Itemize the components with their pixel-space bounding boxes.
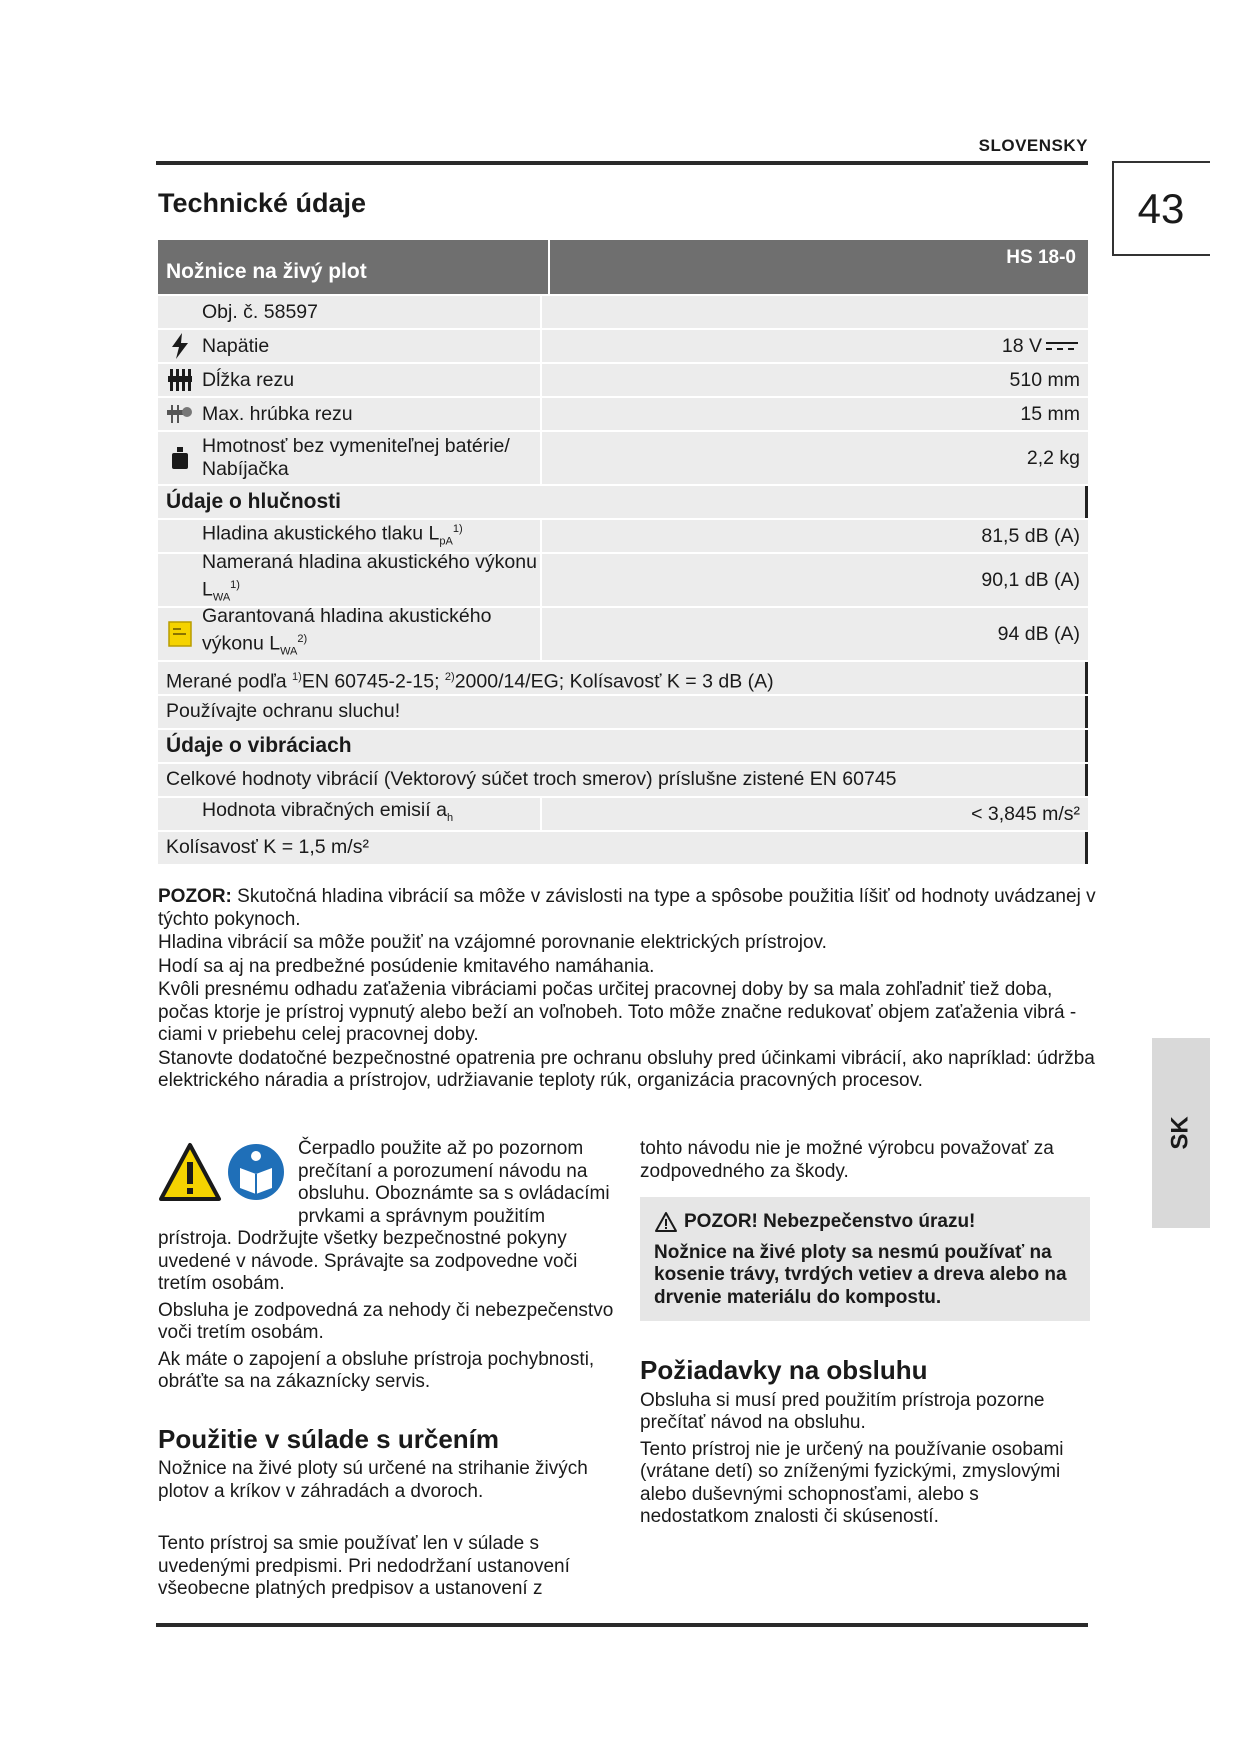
table-row — [158, 430, 1088, 484]
table-row — [158, 328, 1088, 362]
responsibility-paragraph: Obsluha je zodpovedná za nehody či nebezpečenstvo voči tretím osobám. — [158, 1299, 614, 1343]
sound-pressure-label: Hladina akustického tlaku $L_{pA}^{1)}$ — [202, 520, 542, 552]
left-column — [158, 1138, 618, 1605]
guaranteed-power-value: 94 dB (A) — [997, 622, 1080, 645]
weight-value: 2,2 kg — [1026, 446, 1080, 469]
note-paragraph: Stanovte dodatočné bezpečnostné opatrenia pre ochranu obsluhy pred účinkami vibrácií, ako napríklad: údržba elektrického náradia a prístrojov, udržiavanie teploty rúk, organizácia pracovných procesov. — [158, 1047, 1095, 1091]
language-tab-label: SK — [1167, 1116, 1194, 1150]
table-row — [158, 396, 1088, 430]
vibration-emission-label: Hodnota vibračných emisií $a_h$ — [202, 798, 542, 830]
restrictions-paragraph: Tento prístroj nie je určený na používanie osobami (vrátane detí) so zníženými fyzickými, zmyslovými alebo duševnými schopnosťami, alebo s nedostatkom znalosti či skúseností. — [640, 1438, 1064, 1527]
section-title: Technické údaje — [158, 188, 367, 218]
cutting-length-label: Dĺžka rezu — [202, 364, 542, 396]
model-label: HS 18-0 — [1006, 247, 1076, 268]
cutting-thickness-icon — [158, 398, 202, 430]
spec-table — [158, 240, 1088, 864]
vibration-uncertainty: Kolísavosť K = 1,5 m/s² — [158, 830, 1088, 864]
noise-heading: Údaje o hlučnosti — [158, 484, 1088, 518]
voltage-value: 18 V — [542, 330, 1088, 362]
measured-power-label: Nameraná hladina akustického výkonu $L_{WA}^{1)}$ — [202, 554, 542, 606]
measured-power-value: 90,1 dB (A) — [981, 568, 1080, 591]
requirements-paragraph: Obsluha si musí pred použitím prístroja pozorne prečítať návod na obsluhu. — [640, 1389, 1045, 1433]
cutting-thickness-value: 15 mm — [1020, 402, 1080, 425]
warning-triangle-icon — [654, 1211, 678, 1233]
hearing-protection-note: Používajte ochranu sluchu! — [158, 694, 1088, 728]
cutting-thickness-label: Max. hrúbka rezu — [202, 398, 542, 430]
table-row — [158, 552, 1088, 606]
caution-text: Skutočná hladina vibrácií sa môže v závislosti na type a spôsobe použitia líšiť od hodnoty uvádzanej v týchto pokynoch. — [158, 886, 1096, 930]
vibration-notes — [158, 886, 1096, 1094]
danger-box — [640, 1197, 1090, 1321]
intended-use-paragraph: Nožnice na živé ploty sú určené na strihanie živých plotov a kríkov v záhradách a dvoroch. — [158, 1458, 588, 1502]
note-paragraph: Hodí sa aj na predbežné posúdenie kmitavého namáhania. — [158, 955, 655, 977]
page-number: 43 — [1137, 185, 1185, 232]
order-number-value — [542, 296, 1088, 328]
cutting-length-icon — [158, 364, 202, 396]
service-paragraph: Ak máte o zapojení a obsluhe prístroja pochybnosti, obráťte sa na zákaznícky servis. — [158, 1348, 595, 1392]
read-manual-icon — [226, 1142, 286, 1202]
note-paragraph: Hladina vibrácií sa môže použiť na vzájomné porovnanie elektrických prístrojov. — [158, 932, 827, 953]
lightning-icon — [158, 330, 202, 362]
noise-label-icon — [158, 608, 202, 660]
table-row — [158, 362, 1088, 396]
regulations-paragraph: Tento prístroj sa smie používať len v súlade s uvedenými predpismi. Pri nedodržaní ustanovení všeobecne platných predpisov a ustanovení z — [158, 1533, 570, 1599]
operator-requirements-heading: Požiadavky na obsluhu — [640, 1355, 928, 1385]
right-column — [640, 1138, 1090, 1533]
weight-label: Hmotnosť bez vymeniteľnej batérie/ Nabíjačka — [202, 432, 542, 484]
top-rule — [156, 161, 1088, 165]
voltage-label: Napätie — [202, 330, 542, 362]
continuation-paragraph: tohto návodu nie je možné výrobcu považovať za zodpovedného za škody. — [640, 1138, 1054, 1182]
danger-title: POZOR! Nebezpečenstvo úrazu! — [684, 1211, 976, 1232]
table-row — [158, 518, 1088, 552]
spec-header-row — [158, 240, 1088, 294]
vibration-heading: Údaje o vibráciach — [158, 728, 1088, 762]
language-label: SLOVENSKY — [978, 136, 1088, 155]
vibration-total: Celkové hodnoty vibrácií (Vektorový súčet troch smerov) príslušne zistené EN 60745 — [158, 762, 1088, 796]
cutting-length-value: 510 mm — [1009, 368, 1080, 391]
sound-pressure-value: 81,5 dB (A) — [981, 524, 1080, 547]
order-number: Obj. č. 58597 — [202, 296, 542, 328]
bottom-rule — [156, 1623, 1088, 1627]
guaranteed-power-label: Garantovaná hladina akustického výkonu $L_{WA}^{2)}$ — [202, 608, 542, 660]
weight-icon — [158, 432, 202, 484]
warning-triangle-icon — [158, 1142, 222, 1202]
measured-standard: Merané podľa $^{1)}$EN 60745-2-15; $^{2)}$2000/14/EG; Kolísavosť K = 3 dB (A) — [158, 660, 1088, 694]
table-row — [158, 796, 1088, 830]
table-row — [158, 294, 1088, 328]
product-label: Nožnice na živý plot — [158, 240, 550, 294]
danger-body: Nožnice na živé ploty sa nesmú používať na kosenie trávy, tvrdých vetiev a dreva alebo na drvenie materiálu do kompostu. — [654, 1241, 1067, 1308]
intro-paragraph: Čerpadlo použite až po pozornom prečítaní a porozumení návodu na obsluhu. Oboznámte sa s ovládacími prvkami a správnym použitím prístroja. Dodržujte všetky bezpečnostné pokyny uvedené v návode. Správajte sa zodpovedne voči tretím osobám. — [158, 1138, 610, 1294]
dc-symbol-icon — [1044, 339, 1080, 353]
note-paragraph: Kvôli presnému odhadu zaťaženia vibráciami počas určitej pracovnej doby by sa mala zohľadniť tiež doba, počas ktorje je prístroj vypnutý alebo beží an voľnobeh. Toto môže značne redukovať objem zaťaženia vibrá - ciami v priebehu celej pracovnej doby. — [158, 979, 1077, 1045]
caution-label: POZOR: — [158, 886, 232, 907]
intended-use-heading: Použitie v súlade s určením — [158, 1423, 499, 1454]
table-row — [158, 606, 1088, 660]
vibration-emission-value: < 3,845 m/s² — [971, 802, 1080, 825]
